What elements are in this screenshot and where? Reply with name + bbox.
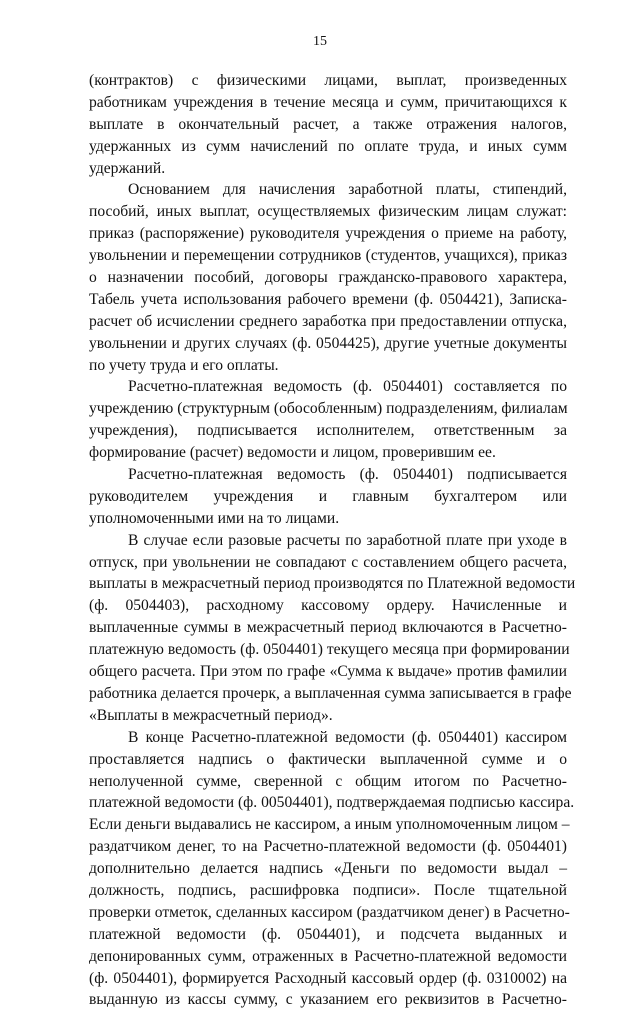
text-line: должность, подпись, расшифровка подписи». После тщательной (89, 881, 567, 899)
text-line: отпуск, при увольнении не совпадают с составлением общего расчета, (89, 553, 567, 571)
text-line: работника делается прочерк, а выплаченная сумма записывается в графе (89, 684, 572, 702)
text-line: пособий, иных выплат, осуществляемых физическим лицам служат: (89, 203, 567, 221)
text-line: удержаний. (89, 159, 166, 177)
text-line: Табель учета использования рабочего времени (ф. 0504421), Записка- (89, 290, 567, 308)
text-line: (ф. 0504403), расходному кассовому ордеру. Начисленные и (89, 597, 567, 615)
text-line: (контрактов) с физическими лицами, выплат, произведенных (89, 72, 567, 89)
text-line: руководителем учреждения и главным бухгалтером или (89, 487, 567, 505)
text-line: платежную ведомость (ф. 0504401) текущего месяца при формировании (89, 641, 570, 659)
text-line: платежной ведомости (ф. 0504401), и подсчета выданных и (89, 925, 567, 943)
text-line: депонированных сумм, отраженных в Расчетно-платежной ведомости (89, 947, 567, 965)
text-line: учреждения), подписывается исполнителем, ответственным за (89, 422, 567, 440)
text-line: выплате в окончательный расчет, а также отражения налогов, (89, 115, 567, 133)
page-number: 15 (313, 34, 327, 49)
text-line: о назначении пособий, договоры гражданско-правового характера, (89, 269, 567, 287)
text-line: проверки отметок, сделанных кассиром (раздатчиком денег) в Расчетно- (89, 903, 570, 921)
text-line: Расчетно-платежная ведомость (ф. 0504401) составляется по (128, 378, 567, 396)
document-body (89, 70, 576, 1011)
text-line: работникам учреждения в течение месяца и сумм, причитающихся к (89, 93, 567, 111)
text-line: платежной ведомости (ф. 00504401), подтверждаемая подписью кассира. (89, 794, 575, 812)
text-line: уполномоченными ими на то лицами. (89, 509, 340, 527)
text-line: учреждению (структурным (обособленным) подразделениям, филиалам (89, 400, 568, 418)
text-line: выплаты в межрасчетный период производятся по Платежной ведомости (89, 575, 576, 593)
text-line: формирование (расчет) ведомости и лицом, проверившим ее. (89, 444, 496, 462)
text-line: увольнении и других случаях (ф. 0504425), другие учетные документы (89, 334, 567, 352)
text-line: расчет об исчислении среднего заработка при предоставлении отпуска, (89, 312, 567, 330)
text-line: проставляется надпись о фактически выплаченной сумме и о (89, 750, 567, 768)
text-line: выплаченные суммы в межрасчетный период включаются в Расчетно- (89, 619, 567, 637)
text-line: В конце Расчетно-платежной ведомости (ф. 0504401) кассиром (128, 728, 567, 746)
text-line: приказ (распоряжение) руководителя учреждения о приеме на работу, (89, 225, 567, 243)
text-line: «Выплаты в межрасчетный период». (89, 706, 333, 724)
text-line: Расчетно-платежная ведомость (ф. 0504401) подписывается (128, 466, 567, 484)
text-line: раздатчиком денег, то на Расчетно-платежной ведомости (ф. 0504401) (89, 838, 567, 856)
text-line: Если деньги выдавались не кассиром, а иным уполномоченным лицом – (89, 816, 570, 834)
text-line: выданную из кассы сумму, с указанием его реквизитов в Расчетно- (89, 991, 567, 1009)
text-line: общего расчета. При этом по графе «Сумма к выдаче» против фамилии (89, 663, 567, 681)
text-line: дополнительно делается надпись «Деньги по ведомости выдал – (89, 860, 567, 878)
text-line: увольнении и перемещении сотрудников (студентов, учащихся), приказ (89, 247, 567, 265)
text-line: по учету труда и его оплаты. (89, 356, 279, 374)
text-line: В случае если разовые расчеты по заработной плате при уходе в (128, 531, 567, 549)
text-line: Основанием для начисления заработной платы, стипендий, (128, 181, 567, 199)
text-line: неполученной сумме, сверенной с общим итогом по Расчетно- (89, 772, 567, 790)
text-line: удержанных из сумм начислений по оплате труда, и иных сумм (89, 137, 567, 155)
text-line: (ф. 0504401), формируется Расходный кассовый ордер (ф. 0310002) на (89, 969, 567, 987)
